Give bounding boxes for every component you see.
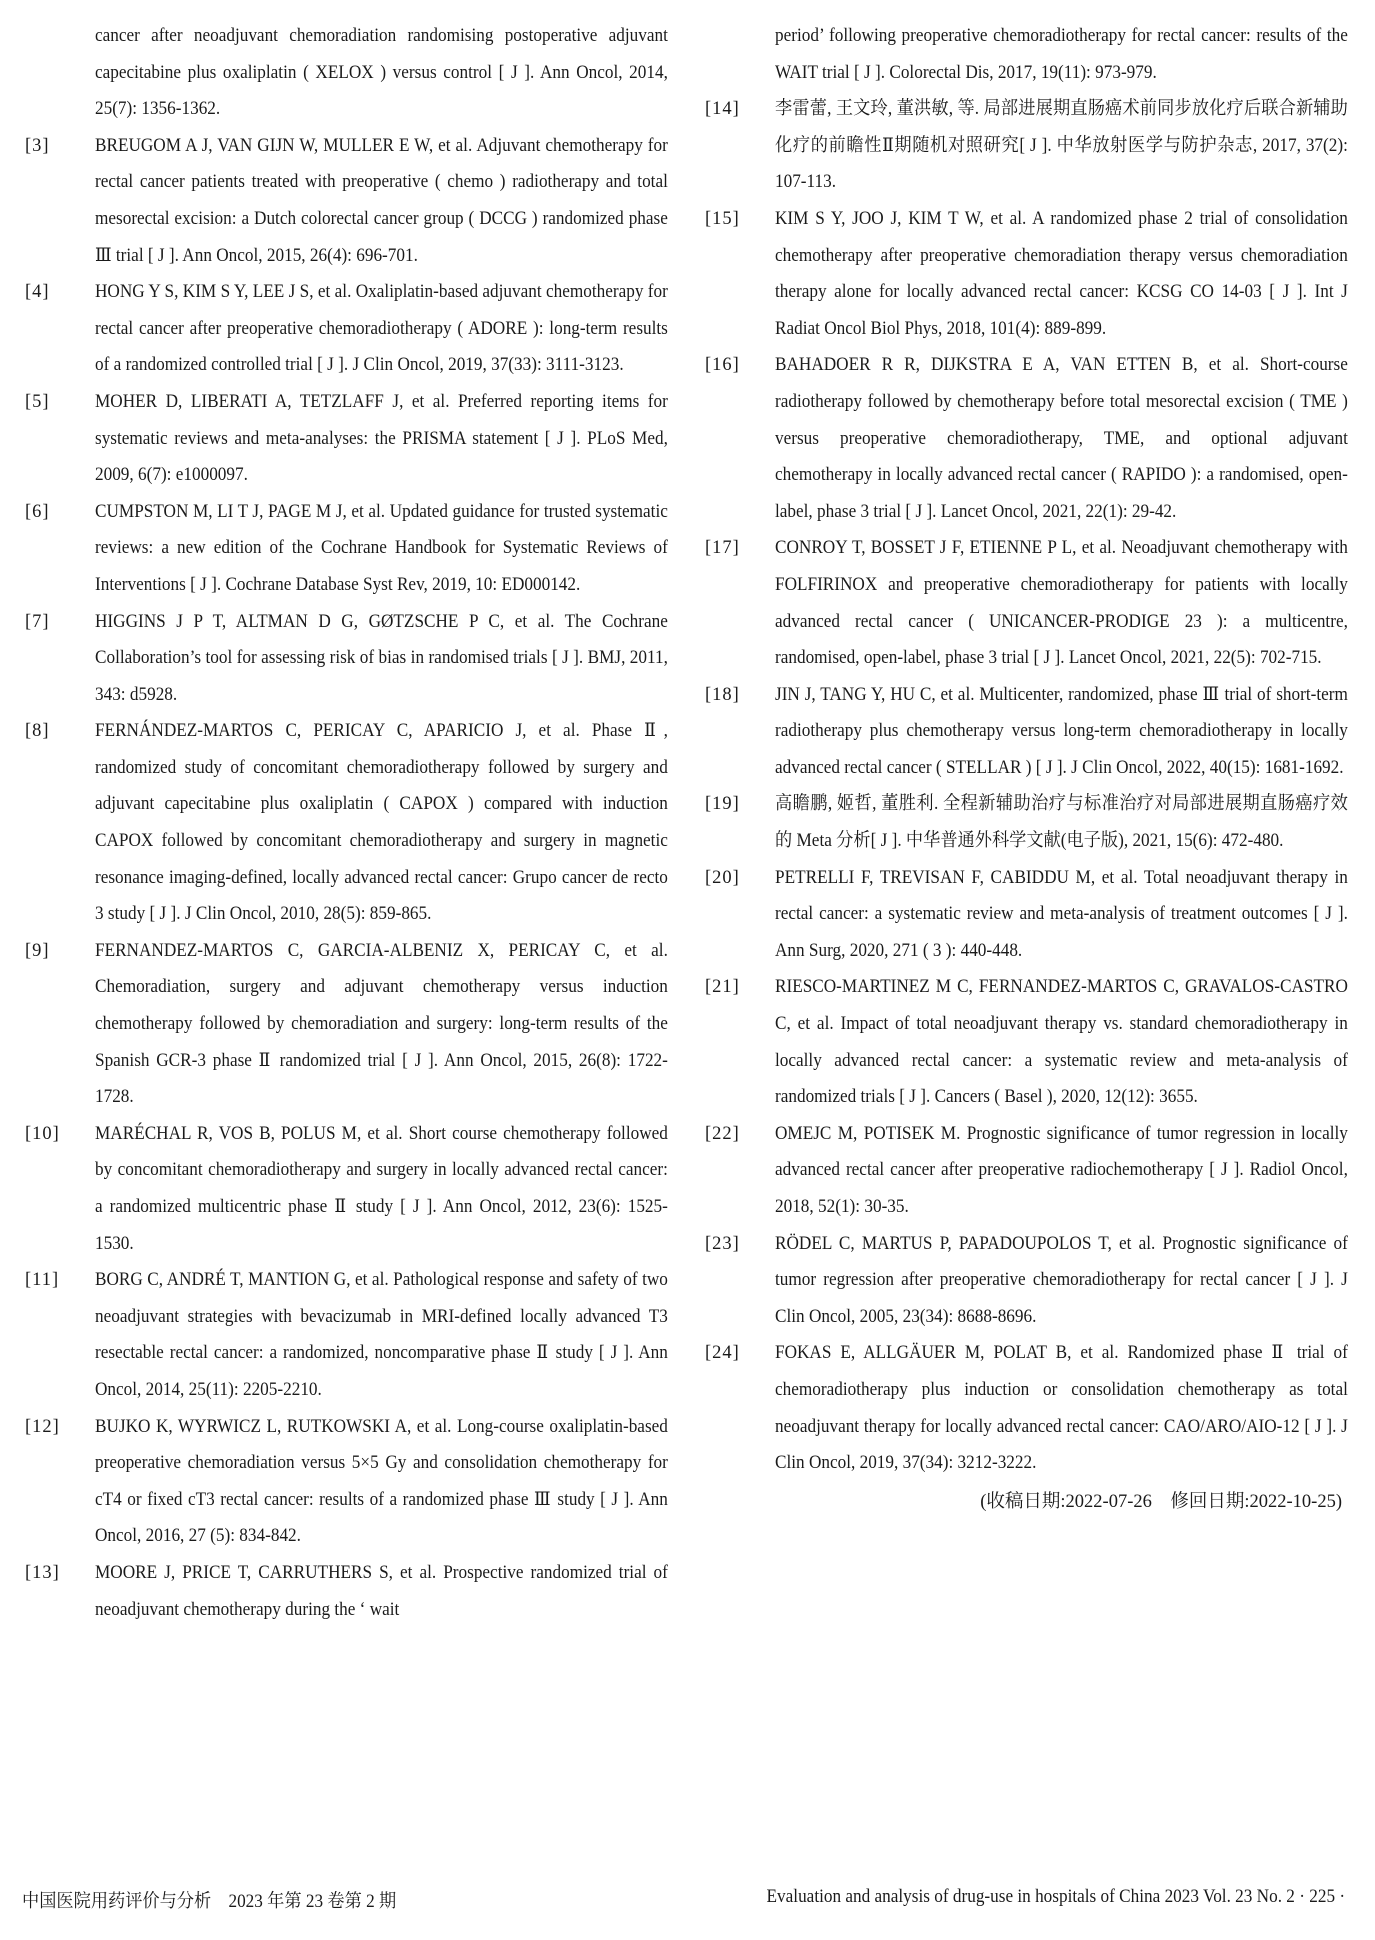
- reference-text: BUJKO K, WYRWICZ L, RUTKOWSKI A, et al. Long-course oxaliplatin-based preoperative chemoradiation versus 5×5 Gy and consolidation chemotherapy for cT4 or fixed cT3 rectal cancer: results of a randomized phase Ⅲ study [ J ]. Ann Oncol, 2016, 27 (5): 834-842.: [95, 1416, 668, 1547]
- reference-item: [705, 860, 1350, 970]
- reference-text: HONG Y S, KIM S Y, LEE J S, et al. Oxaliplatin-based adjuvant chemotherapy for rectal cancer after preoperative chemoradiotherapy ( ADORE ): long-term results of a randomized controlled trial [ J ]. J Clin Oncol, 2019, 37(33): 3111-3123.: [95, 282, 668, 376]
- reference-item: [705, 347, 1350, 530]
- reference-column-left: [25, 18, 670, 1628]
- reference-text: KIM S Y, JOO J, KIM T W, et al. A randomized phase 2 trial of consolidation chemotherapy after preoperative chemoradiation therapy versus chemoradiation therapy alone for locally advanced rectal cancer: KCSG CO 14-03 [ J ]. Int J Radiat Oncol Biol Phys, 2018, 101(4): 889-899.: [775, 208, 1348, 339]
- reference-item: [25, 274, 670, 384]
- reference-item: [705, 201, 1350, 347]
- reference-number: [9]: [25, 940, 50, 961]
- reference-item: [25, 384, 670, 494]
- reference-text: CONROY T, BOSSET J F, ETIENNE P L, et al. Neoadjuvant chemotherapy with FOLFIRINOX and preoperative chemoradiotherapy for patients with locally advanced rectal cancer ( UNICANCER-PRODIGE 23 ): a multicentre, randomised, open-label, phase 3 trial [ J ]. Lancet Oncol, 2021, 22(5): 702-715.: [775, 538, 1348, 669]
- reference-number: [4]: [25, 282, 50, 303]
- reference-text: 李雷蕾, 王文玲, 董洪敏, 等. 局部进展期直肠癌术前同步放化疗后联合新辅助化疗的前瞻性Ⅱ期随机对照研究[ J ]. 中华放射医学与防护杂志, 2017, 37(2): 107-113.: [775, 99, 1348, 193]
- reference-text: period’ following preoperative chemoradiotherapy for rectal cancer: results of the WAIT trial [ J ]. Colorectal Dis, 2017, 19(11): 973-979.: [775, 26, 1348, 83]
- reference-item: [705, 530, 1350, 676]
- reference-number: [22]: [705, 1123, 740, 1144]
- reference-number: [17]: [705, 538, 740, 559]
- journal-name-cn: 中国医院用药评价与分析 2023 年第 23 卷第 2 期: [22, 1892, 397, 1912]
- reference-item: [705, 1335, 1350, 1481]
- reference-text: cancer after neoadjuvant chemoradiation randomising postoperative adjuvant capecitabine plus oxaliplatin ( XELOX ) versus control [ J ]. Ann Oncol, 2014, 25(7): 1356-1362.: [95, 26, 668, 120]
- reference-text: 高瞻鹏, 姬哲, 董胜利. 全程新辅助治疗与标准治疗对局部进展期直肠癌疗效的 Meta 分析[ J ]. 中华普通外科学文献(电子版), 2021, 15(6): 472-480.: [775, 794, 1348, 852]
- reference-text: MOORE J, PRICE T, CARRUTHERS S, et al. Prospective randomized trial of neoadjuvant chemotherapy during the ‘ wait: [95, 1562, 668, 1620]
- reference-text: JIN J, TANG Y, HU C, et al. Multicenter, randomized, phase Ⅲ trial of short-term radiotherapy plus chemotherapy versus long-term chemoradiotherapy in locally advanced rectal cancer ( STELLAR ) [ J ]. J Clin Oncol, 2022, 40(15): 1681-1692.: [775, 684, 1348, 778]
- reference-number: [20]: [705, 867, 740, 888]
- reference-number: [3]: [25, 135, 50, 156]
- reference-text: PETRELLI F, TREVISAN F, CABIDDU M, et al. Total neoadjuvant therapy in rectal cancer: a systematic review and meta-analysis of treatment outcomes [ J ]. Ann Surg, 2020, 271 ( 3 ): 440-448.: [775, 867, 1348, 961]
- reference-item: [705, 786, 1350, 859]
- reference-column-right: [705, 18, 1350, 1520]
- reference-text: BORG C, ANDRÉ T, MANTION G, et al. Pathological response and safety of two neoadjuvant strategies with bevacizumab in MRI-defined locally advanced T3 resectable rectal cancer: a randomized, noncomparative phase Ⅱ study [ J ]. Ann Oncol, 2014, 25(11): 2205-2210.: [95, 1270, 668, 1400]
- reference-item: [705, 677, 1350, 787]
- reference-number: [12]: [25, 1416, 60, 1437]
- reference-number: [19]: [705, 794, 740, 815]
- reference-text: MOHER D, LIBERATI A, TETZLAFF J, et al. Preferred reporting items for systematic reviews and meta-analyses: the PRISMA statement [ J ]. PLoS Med, 2009, 6(7): e1000097.: [95, 391, 668, 486]
- reference-number: [6]: [25, 501, 50, 522]
- reference-item: [25, 494, 670, 604]
- reference-number: [10]: [25, 1123, 60, 1144]
- reference-item: [25, 128, 670, 274]
- reference-item: [25, 1116, 670, 1262]
- reference-text: FERNANDEZ-MARTOS C, GARCIA-ALBENIZ X, PERICAY C, et al. Chemoradiation, surgery and adjuvant chemotherapy versus induction chemotherapy followed by chemoradiation and surgery: long-term results of the Spanish GCR-3 phase Ⅱ randomized trial [ J ]. Ann Oncol, 2015, 26(8): 1722-1728.: [95, 940, 668, 1108]
- reference-item: [25, 933, 670, 1116]
- reference-number: [11]: [25, 1270, 60, 1291]
- reference-text: CUMPSTON M, LI T J, PAGE M J, et al. Updated guidance for trusted systematic reviews: a new edition of the Cochrane Handbook for Systematic Reviews of Interventions [ J ]. Cochrane Database Syst Rev, 2019, 10: ED000142.: [95, 501, 668, 595]
- reference-number: [7]: [25, 611, 50, 632]
- reference-item: [25, 604, 670, 714]
- reference-number: [15]: [705, 208, 740, 229]
- reference-number: [23]: [705, 1233, 740, 1254]
- reference-item: [25, 1262, 670, 1408]
- reference-number: [24]: [705, 1343, 740, 1364]
- reference-number: [16]: [705, 355, 740, 376]
- reference-item: [25, 713, 670, 933]
- page-footer: [22, 1887, 1345, 1913]
- reference-text: RIESCO-MARTINEZ M C, FERNANDEZ-MARTOS C, GRAVALOS-CASTRO C, et al. Impact of total neoadjuvant therapy vs. standard chemoradiotherapy in locally advanced rectal cancer: a systematic review and meta-analysis of randomized trials [ J ]. Cancers ( Basel ), 2020, 12(12): 3655.: [775, 977, 1348, 1108]
- reference-number: [14]: [705, 99, 740, 120]
- reference-number: [5]: [25, 391, 50, 412]
- reference-text: MARÉCHAL R, VOS B, POLUS M, et al. Short course chemotherapy followed by concomitant chemoradiotherapy and surgery in locally advanced rectal cancer: a randomized multicentric phase Ⅱ study [ J ]. Ann Oncol, 2012, 23(6): 1525-1530.: [95, 1123, 668, 1254]
- reference-text: BREUGOM A J, VAN GIJN W, MULLER E W, et al. Adjuvant chemotherapy for rectal cancer patients treated with preoperative ( chemo ) radiotherapy and total mesorectal excision: a Dutch colorectal cancer group ( DCCG ) randomized phase Ⅲ trial [ J ]. Ann Oncol, 2015, 26(4): 696-701.: [95, 135, 668, 266]
- reference-number: [8]: [25, 721, 50, 742]
- reference-number: [18]: [705, 684, 740, 705]
- reference-number: [13]: [25, 1562, 60, 1583]
- reference-number: [21]: [705, 977, 740, 998]
- reference-item: [705, 969, 1350, 1115]
- reference-text: OMEJC M, POTISEK M. Prognostic significance of tumor regression in locally advanced rectal cancer after preoperative radiochemotherapy [ J ]. Radiol Oncol, 2018, 52(1): 30-35.: [775, 1123, 1348, 1217]
- reference-text: FERNÁNDEZ-MARTOS C, PERICAY C, APARICIO J, et al. Phase Ⅱ, randomized study of concomitant chemoradiotherapy followed by surgery and adjuvant capecitabine plus oxaliplatin ( CAPOX ) compared with induction CAPOX followed by concomitant chemoradiotherapy and surgery in magnetic resonance imaging-defined, locally advanced rectal cancer: Grupo cancer de recto 3 study [ J ]. J Clin Oncol, 2010, 28(5): 859-865.: [95, 721, 668, 925]
- reference-continuation: [705, 18, 1350, 91]
- received-revised-dates: (收稿日期:2022-07-26 修回日期:2022-10-25): [980, 1491, 1342, 1512]
- reference-text: RÖDEL C, MARTUS P, PAPADOUPOLOS T, et al. Prognostic significance of tumor regression after preoperative chemoradiotherapy for rectal cancer [ J ]. J Clin Oncol, 2005, 23(34): 8688-8696.: [775, 1233, 1348, 1327]
- reference-item: [705, 91, 1350, 201]
- reference-text: BAHADOER R R, DIJKSTRA E A, VAN ETTEN B, et al. Short-course radiotherapy followed by chemotherapy before total mesorectal excision ( TME ) versus preoperative chemoradiotherapy, TME, and optional adjuvant chemotherapy in locally advanced rectal cancer ( RAPIDO ): a randomised, open-label, phase 3 trial [ J ]. Lancet Oncol, 2021, 22(1): 29-42.: [775, 355, 1348, 522]
- reference-item: [25, 1409, 670, 1555]
- reference-text: HIGGINS J P T, ALTMAN D G, GØTZSCHE P C, et al. The Cochrane Collaboration’s tool for assessing risk of bias in randomised trials [ J ]. BMJ, 2011, 343: d5928.: [95, 611, 668, 705]
- reference-continuation: [25, 18, 670, 128]
- reference-text: FOKAS E, ALLGÄUER M, POLAT B, et al. Randomized phase Ⅱ trial of chemoradiotherapy plus induction or consolidation chemotherapy as total neoadjuvant therapy for locally advanced rectal cancer: CAO/ARO/AIO-12 [ J ]. J Clin Oncol, 2019, 37(34): 3212-3222.: [775, 1343, 1348, 1474]
- reference-item: [705, 1226, 1350, 1336]
- reference-item: [705, 1116, 1350, 1226]
- journal-name-en-page-number: Evaluation and analysis of drug-use in hospitals of China 2023 Vol. 23 No. 2 · 225 ·: [766, 1887, 1345, 1907]
- reference-item: [25, 1555, 670, 1628]
